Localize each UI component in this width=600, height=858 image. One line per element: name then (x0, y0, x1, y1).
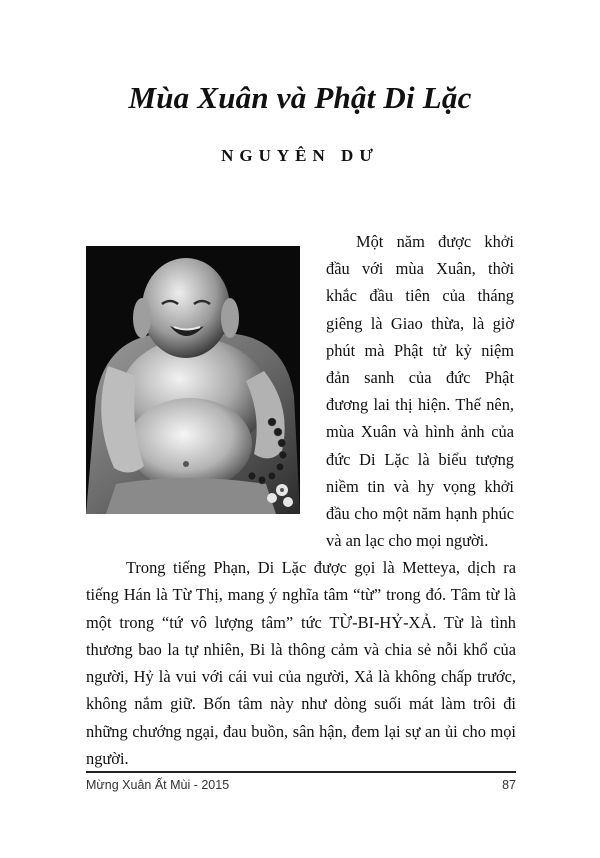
page-number: 87 (502, 778, 516, 792)
body-paragraph: Trong tiếng Phạn, Di Lặc được gọi là Metteya, dịch ra tiếng Hán là Từ Thị, mang ý nghĩa tâm “từ” trong đó. Tâm từ là một trong “tứ vô lượng tâm” tức TỪ-BI-HỶ-XẢ. Từ là tình thương bao la tự nhiên, Bi là thông cảm và chia sẻ nỗi khổ của người, Hỷ là vui với cái vui của người, Xả là không chấp trước, không nắm giữ. Bốn tâm này như dòng suối mát làm trôi đi những chướng ngại, đau buồn, sân hận, đem lại sự an ủi cho mọi người. (86, 558, 516, 769)
footer-divider (86, 771, 516, 773)
article-title: Mùa Xuân và Phật Di Lặc (128, 80, 472, 115)
footer-publication: Mừng Xuân Ất Mùi - 2015 (86, 778, 230, 792)
intro-paragraph: Một năm được khởi đầu với mùa Xuân, thời khắc đầu tiên của tháng giêng là Giao thừa, là giờ phút mà Phật tử kỷ niệm đản sanh của đức Phật đương lai thị hiện. Thế nên, mùa Xuân và hình ảnh của đức Di Lặc là biểu tượng niềm tin và hy vọng khởi đầu cho một năm hạnh phúc và an lạc cho mọi người. (326, 232, 514, 551)
author-name: NGUYÊN DƯ (221, 146, 379, 165)
buddha-illustration (86, 246, 300, 514)
